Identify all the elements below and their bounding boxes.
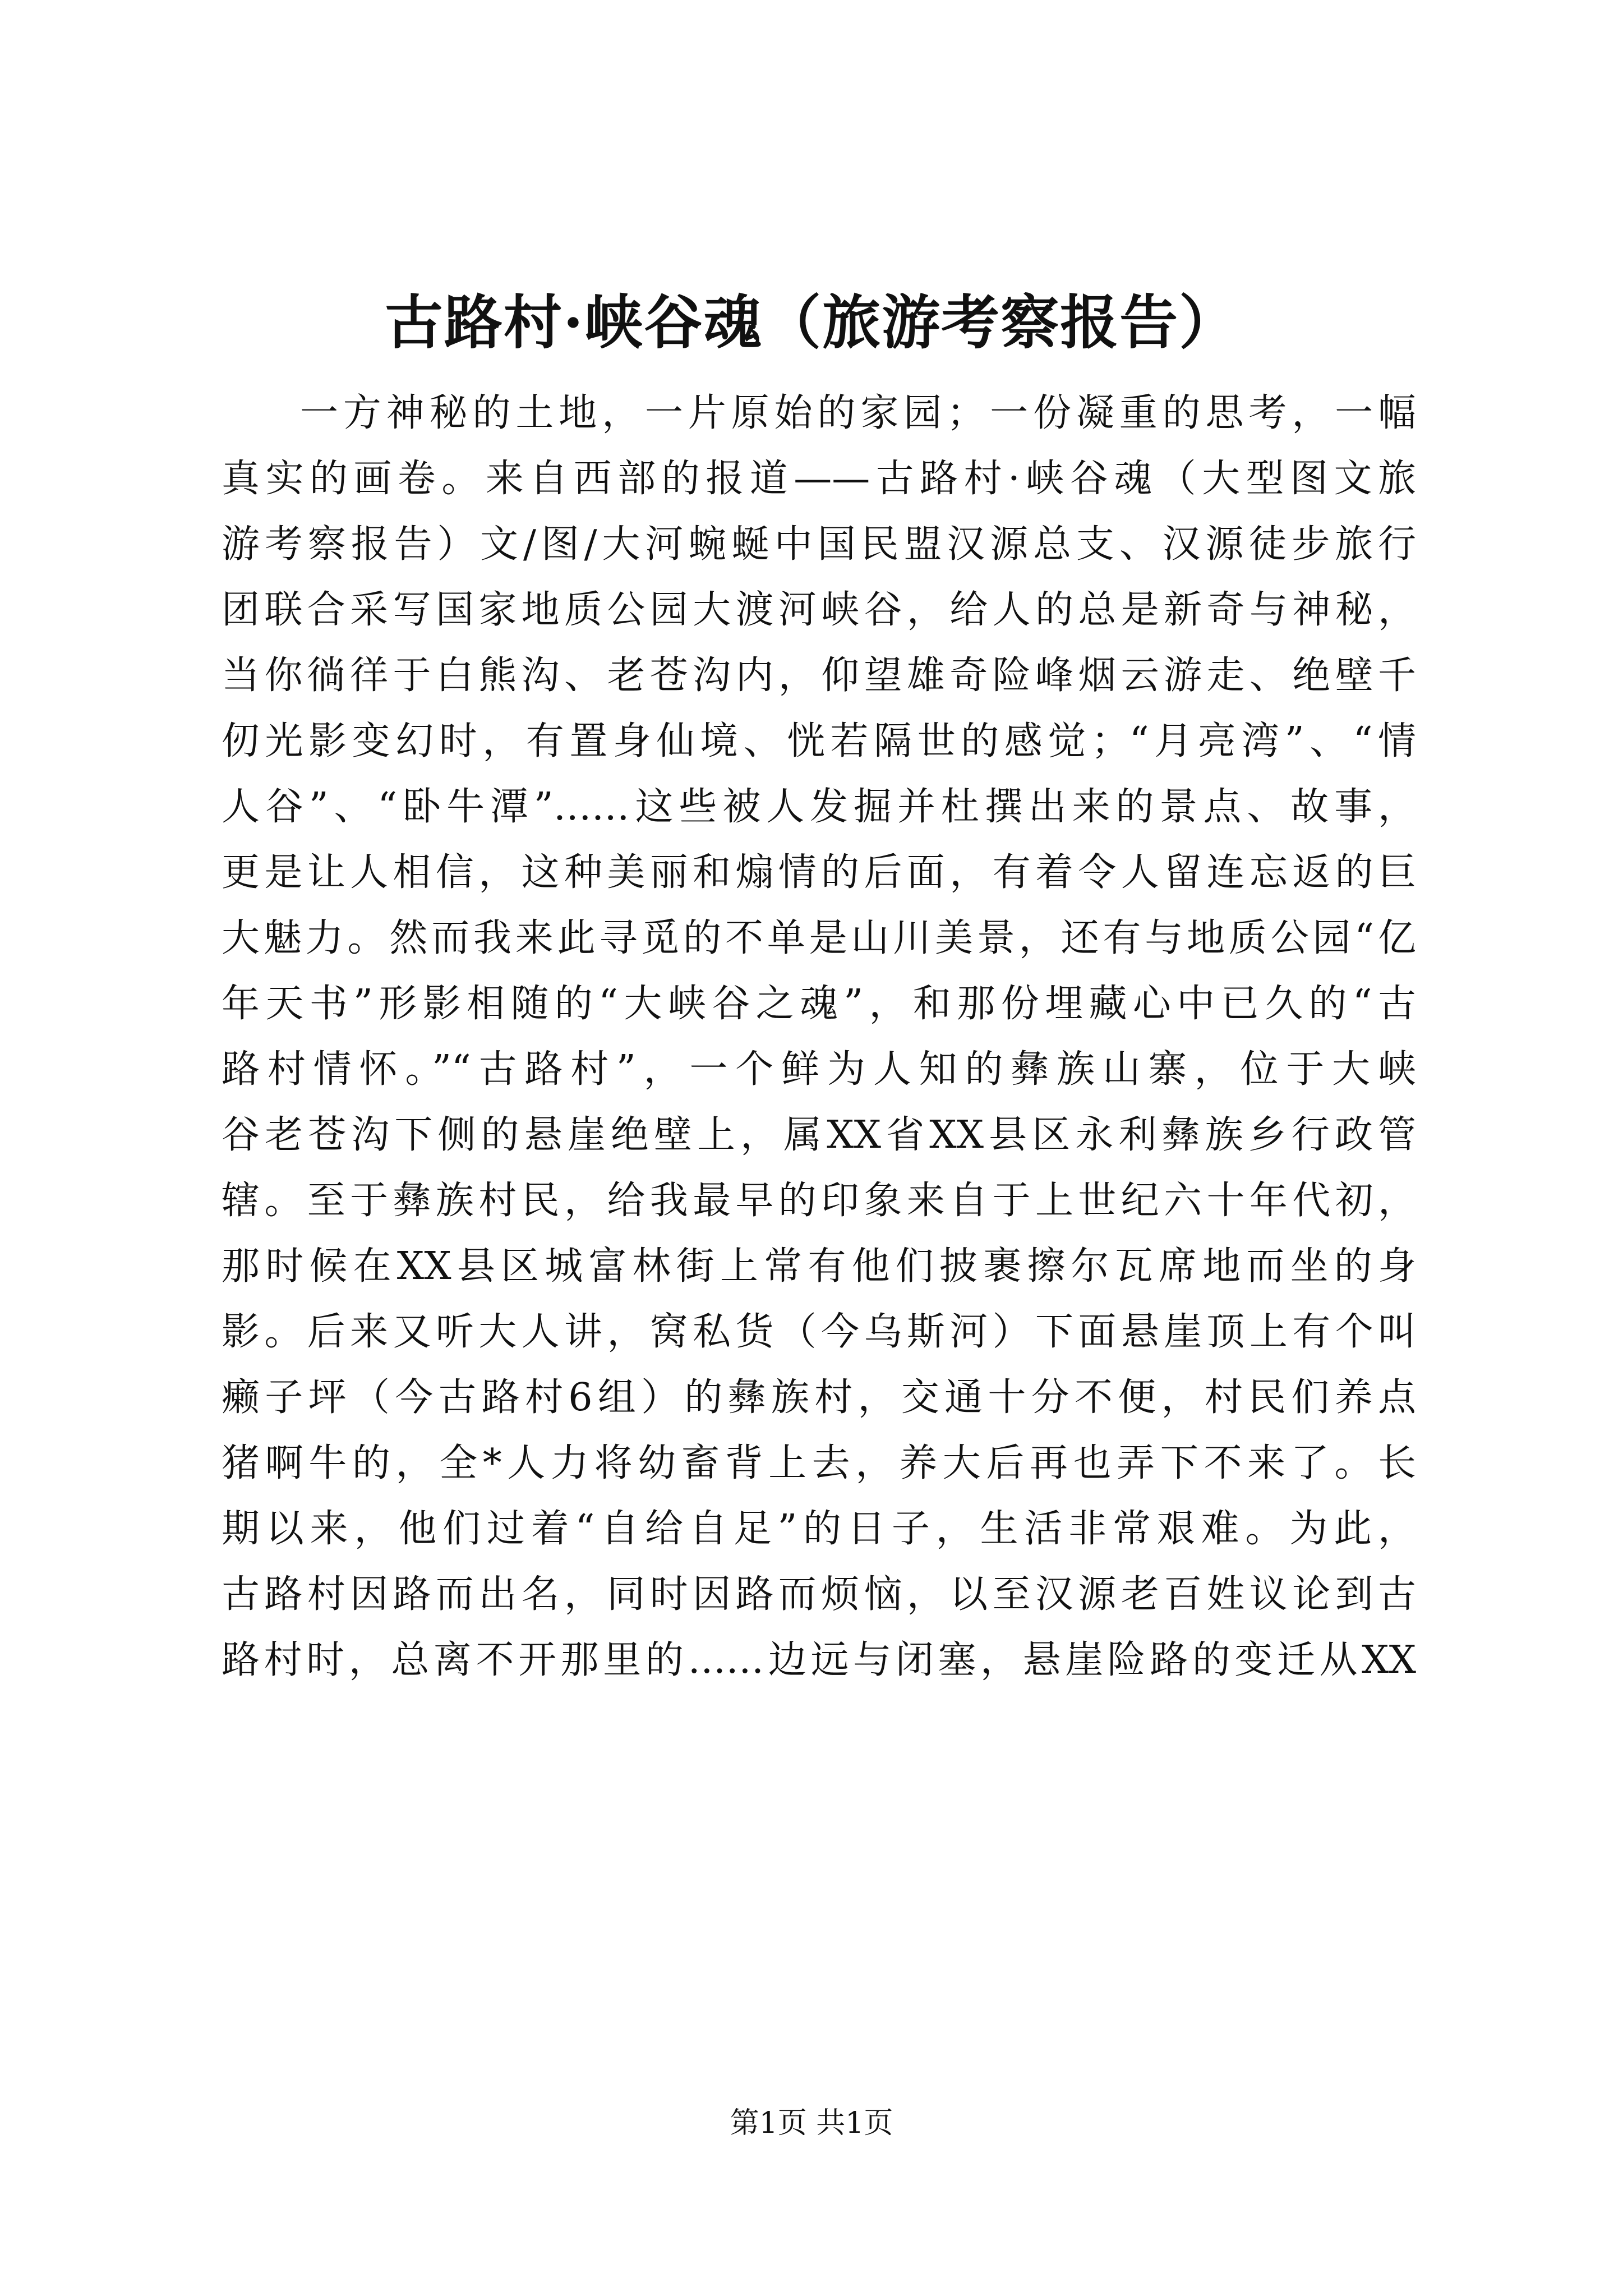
text-line: 猪啊牛的，全*人力将幼畜背上去，养大后再也弄下不来了。长 bbox=[222, 1441, 1416, 1485]
text-line: 癞子坪（今古路村6组）的彝族村，交通十分不便，村民们养点 bbox=[222, 1375, 1416, 1420]
text-line: 路村情怀。”“古路村”，一个鲜为人知的彝族山寨，位于大峡 bbox=[222, 1047, 1416, 1092]
text-line: 游考察报告）文/图/大河蜿蜒中国民盟汉源总支、汉源徒步旅行 bbox=[222, 522, 1416, 567]
text-line: 人谷”、“卧牛潭”……这些被人发掘并杜撰出来的景点、故事， bbox=[222, 785, 1416, 829]
text-line: 古路村因路而出名，同时因路而烦恼，以至汉源老百姓议论到古 bbox=[222, 1572, 1416, 1617]
text-line: 影。后来又听大人讲，窝私货（今乌斯河）下面悬崖顶上有个叫 bbox=[222, 1310, 1416, 1354]
text-line: 年天书”形影相随的“大峡谷之魂”，和那份埋藏心中已久的“古 bbox=[222, 982, 1416, 1026]
body-paragraph bbox=[222, 380, 1416, 1693]
text-line: 一方神秘的土地，一片原始的家园；一份凝重的思考，一幅 bbox=[300, 391, 1416, 435]
text-line: 团联合采写国家地质公园大渡河峡谷，给人的总是新奇与神秘， bbox=[222, 588, 1416, 632]
text-line: 谷老苍沟下侧的悬崖绝壁上，属XX省XX县区永利彝族乡行政管 bbox=[222, 1113, 1416, 1157]
text-line: 期以来，他们过着“自给自足”的日子，生活非常艰难。为此， bbox=[222, 1507, 1416, 1551]
text-line: 当你徜徉于白熊沟、老苍沟内，仰望雄奇险峰烟云游走、绝壁千 bbox=[222, 654, 1416, 698]
page-number-footer: 第1页 共1页 bbox=[730, 2106, 893, 2140]
text-line: 仞光影变幻时，有置身仙境、恍若隔世的感觉；“月亮湾”、“情 bbox=[222, 719, 1416, 763]
text-line: 路村时，总离不开那里的……边远与闭塞，悬崖险路的变迁从XX bbox=[222, 1638, 1416, 1682]
text-line: 大魅力。然而我来此寻觅的不单是山川美景，还有与地质公园“亿 bbox=[222, 916, 1416, 960]
text-line: 真实的画卷。来自西部的报道——古路村·峡谷魂（大型图文旅 bbox=[222, 457, 1416, 501]
text-line: 更是让人相信，这种美丽和煽情的后面，有着令人留连忘返的巨 bbox=[222, 850, 1416, 895]
text-line: 辖。至于彝族村民，给我最早的印象来自于上世纪六十年代初， bbox=[222, 1179, 1416, 1223]
document-title: 古路村·峡谷魂（旅游考察报告） bbox=[384, 288, 1239, 357]
text-line: 那时候在XX县区城富林街上常有他们披裹擦尔瓦席地而坐的身 bbox=[222, 1244, 1416, 1289]
